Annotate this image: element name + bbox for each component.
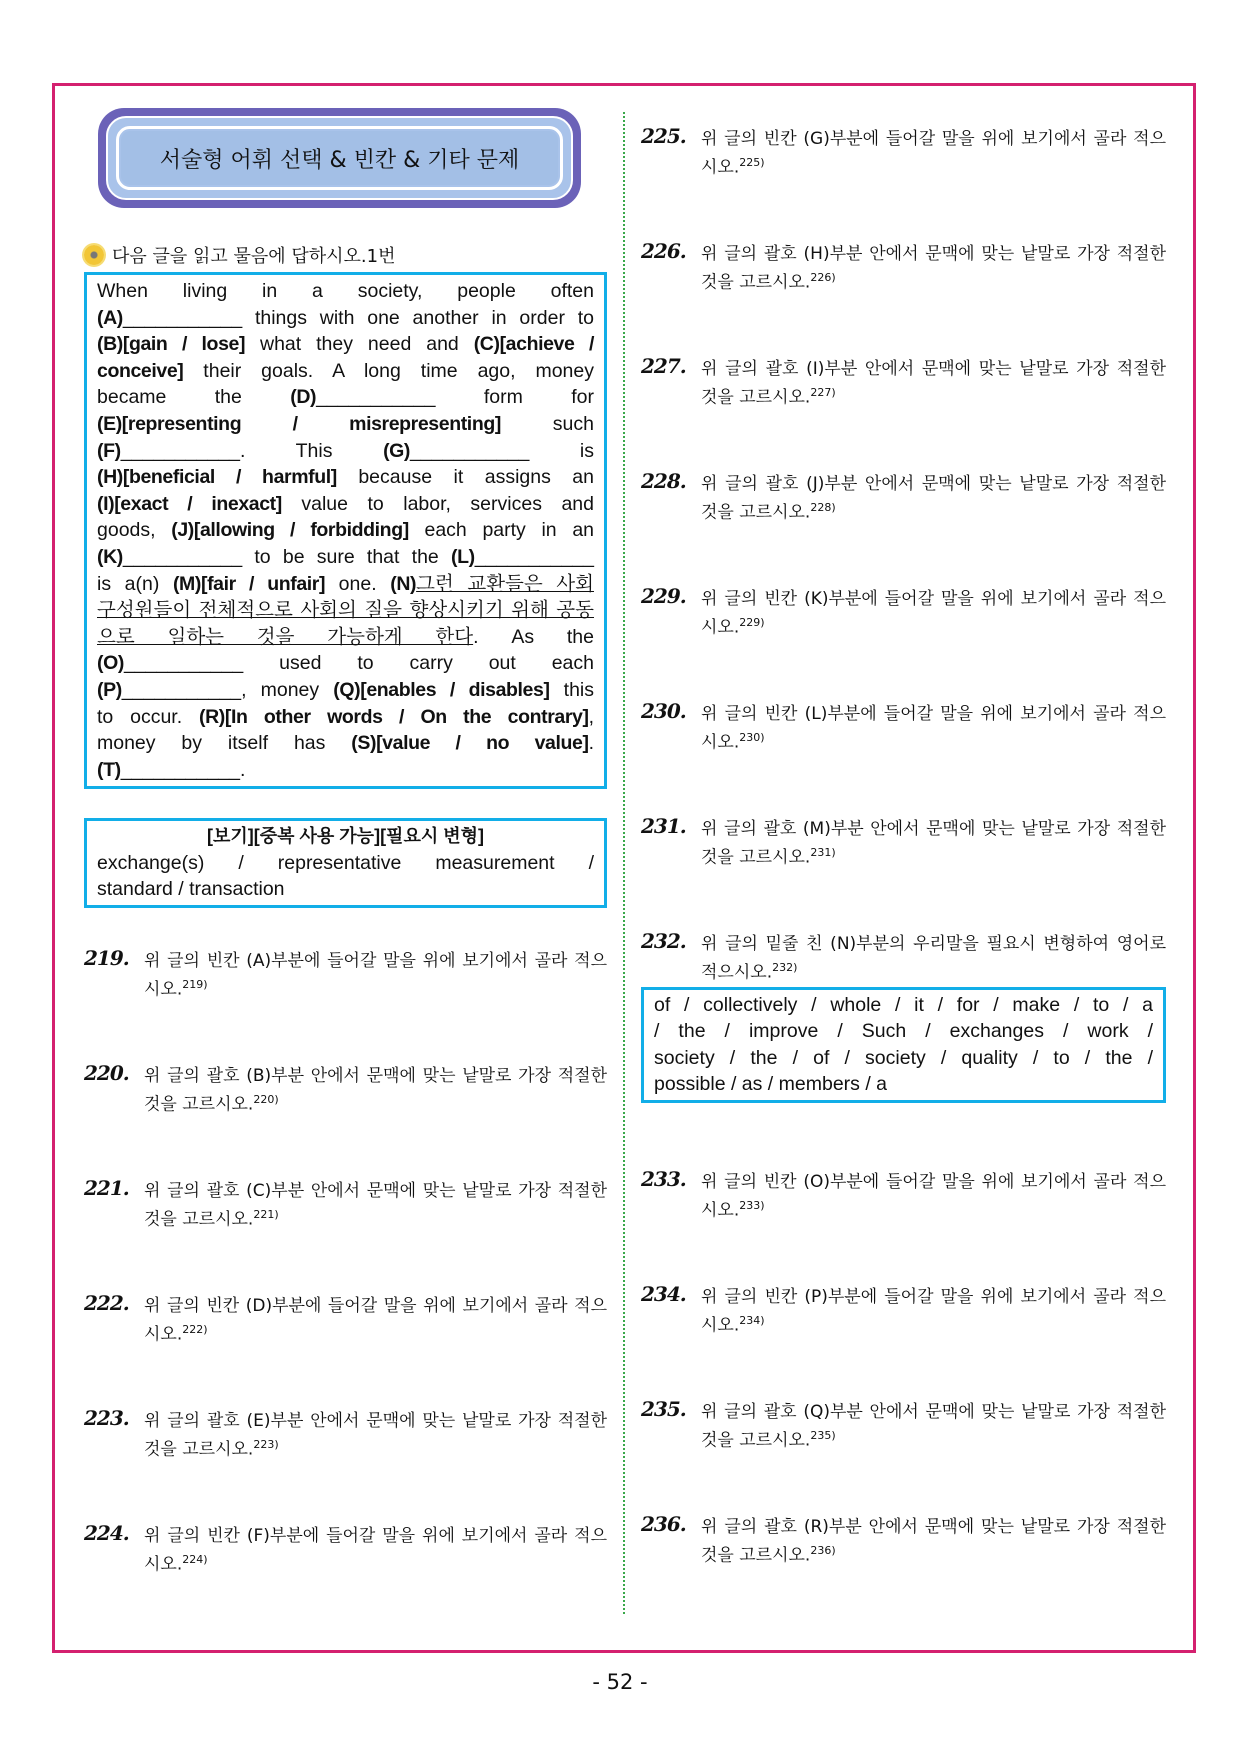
passage-choice: (A) bbox=[97, 306, 123, 329]
passage-choice: (H)[beneficial / harmful] bbox=[97, 466, 337, 489]
passage-text: ___________ to be sure that the bbox=[122, 545, 451, 568]
question-text: 위 글의 괄호 (H)부분 안에서 문맥에 맞는 낱말로 가장 적절한 것을 고르시오. bbox=[701, 244, 1166, 293]
passage-line bbox=[97, 730, 594, 757]
passage-line bbox=[97, 358, 594, 385]
question-item bbox=[84, 1176, 607, 1295]
passage-choice: (G) bbox=[383, 439, 411, 462]
question-item bbox=[641, 124, 1166, 243]
question-item bbox=[84, 1406, 607, 1525]
question-number: 220. bbox=[84, 1061, 129, 1086]
passage-line bbox=[97, 677, 594, 704]
word-bank-line: exchange(s) / representative measurement / bbox=[97, 851, 594, 874]
question-text: 위 글의 밑줄 친 (N)부분의 우리말을 필요시 변형하여 영어로 적으시오. bbox=[701, 934, 1166, 983]
question-text: 위 글의 괄호 (J)부분 안에서 문맥에 맞는 낱말로 가장 적절한 것을 고르시오. bbox=[701, 474, 1166, 523]
passage-line bbox=[97, 517, 594, 544]
footnote-ref: 236) bbox=[810, 1544, 836, 1558]
section-title: 서술형 어휘 선택 & 빈칸 & 기타 문제 bbox=[116, 126, 563, 190]
passage-text: ___________ bbox=[474, 545, 594, 568]
footnote-ref: 234) bbox=[739, 1314, 765, 1328]
passage-line bbox=[97, 278, 594, 305]
question-text: 위 글의 빈칸 (K)부분에 들어갈 말을 위에 보기에서 골라 적으시오. bbox=[701, 589, 1166, 638]
column-divider bbox=[623, 112, 625, 1614]
passage-line bbox=[97, 384, 594, 411]
footnote-ref: 227) bbox=[810, 386, 836, 399]
footnote-ref: 233) bbox=[739, 1199, 765, 1213]
scramble-line: possible / as / members / a bbox=[654, 1073, 888, 1096]
word-bank-header: [보기][중복 사용 가능][필요시 변형] bbox=[206, 826, 484, 847]
passage-text: money by itself has bbox=[97, 732, 352, 755]
footnote-ref: 230) bbox=[739, 731, 765, 744]
passage-text: . bbox=[588, 732, 594, 755]
passage-text: is a(n) bbox=[97, 572, 173, 595]
question-number: 232. bbox=[641, 929, 686, 953]
question-number: 235. bbox=[641, 1397, 686, 1422]
title-banner bbox=[98, 108, 581, 208]
passage-choice: (T) bbox=[97, 758, 121, 781]
passage-choice: (J)[allowing / forbidding] bbox=[171, 519, 409, 542]
question-item bbox=[84, 1291, 607, 1410]
question-text: 위 글의 빈칸 (L)부분에 들어갈 말을 위에 보기에서 골라 적으시오. bbox=[701, 704, 1166, 753]
passage-text: one. bbox=[325, 572, 391, 595]
passage-choice: (L) bbox=[451, 545, 475, 568]
passage-text: what they need and bbox=[245, 333, 474, 356]
passage-text: because it assigns an bbox=[336, 466, 594, 489]
footnote-ref: 228) bbox=[810, 501, 836, 514]
passage-choice: (I)[exact / inexact] bbox=[97, 492, 282, 515]
passage-choice: (P) bbox=[97, 678, 122, 701]
question-text: 위 글의 빈칸 (F)부분에 들어갈 말을 위에 보기에서 골라 적으시오. bbox=[144, 1526, 607, 1575]
left-column bbox=[84, 272, 607, 1640]
passage-line bbox=[97, 491, 594, 518]
passage-box bbox=[84, 272, 607, 789]
passage-text: ___________ is bbox=[410, 439, 594, 462]
word-scramble-box bbox=[641, 987, 1166, 1103]
question-number: 234. bbox=[641, 1282, 686, 1307]
word-bank-box bbox=[84, 818, 607, 908]
question-number: 225. bbox=[641, 124, 686, 148]
passage-text: each party in an bbox=[408, 519, 595, 542]
question-item bbox=[84, 1061, 607, 1180]
passage-line bbox=[97, 411, 594, 438]
question-item bbox=[641, 814, 1166, 933]
passage-line bbox=[97, 624, 594, 651]
question-item bbox=[641, 1512, 1166, 1631]
passage-text: to occur. bbox=[97, 705, 199, 728]
question-number: 230. bbox=[641, 699, 686, 723]
footnote-ref: 232) bbox=[772, 961, 798, 974]
question-item bbox=[641, 1282, 1166, 1401]
question-item bbox=[84, 1521, 607, 1640]
question-text: 위 글의 괄호 (R)부분 안에서 문맥에 맞는 낱말로 가장 적절한 것을 고르시오. bbox=[701, 1517, 1166, 1566]
passage-text: . As the bbox=[473, 625, 594, 648]
footnote-ref: 224) bbox=[182, 1553, 208, 1567]
passage-underlined: 그런 교환들은 사회 bbox=[416, 572, 594, 595]
scramble-line: of / collectively / whole / it / for / make / to / a bbox=[654, 993, 1153, 1016]
right-column bbox=[641, 124, 1166, 1631]
passage-line bbox=[97, 597, 594, 624]
passage-text: goods, bbox=[97, 519, 172, 542]
passage-text: became the bbox=[97, 386, 291, 409]
footnote-ref: 219) bbox=[182, 978, 208, 992]
question-item bbox=[641, 699, 1166, 818]
passage-text: ___________ used to carry out each bbox=[123, 652, 594, 675]
passage-text: ___________. bbox=[120, 758, 246, 781]
passage-line bbox=[97, 704, 594, 731]
passage-text: ___________ form for bbox=[316, 386, 594, 409]
passage-line bbox=[97, 650, 594, 677]
scramble-line: society / the / of / society / quality / to / the / bbox=[654, 1046, 1153, 1069]
passage-underlined: 구성원들이 전체적으로 사회의 질을 향상시키기 위해 공동 bbox=[97, 599, 594, 622]
question-text: 위 글의 빈칸 (P)부분에 들어갈 말을 위에 보기에서 골라 적으시오. bbox=[701, 1287, 1166, 1336]
passage-text: value to labor, services and bbox=[281, 492, 594, 515]
passage-line bbox=[97, 464, 594, 491]
question-text: 위 글의 빈칸 (D)부분에 들어갈 말을 위에 보기에서 골라 적으시오. bbox=[144, 1296, 607, 1345]
question-number: 233. bbox=[641, 1167, 686, 1192]
passage-line bbox=[97, 571, 594, 598]
passage-choice: conceive] bbox=[97, 359, 184, 382]
passage-line bbox=[97, 438, 594, 465]
passage-choice: (E)[representing / misrepresenting] bbox=[97, 412, 501, 435]
passage-text: ___________. This bbox=[120, 439, 384, 462]
question-text: 위 글의 빈칸 (O)부분에 들어갈 말을 위에 보기에서 골라 적으시오. bbox=[701, 1172, 1166, 1221]
question-item bbox=[641, 1167, 1166, 1286]
passage-line bbox=[97, 331, 594, 358]
passage-choice: (N) bbox=[390, 572, 417, 595]
question-text: 위 글의 괄호 (M)부분 안에서 문맥에 맞는 낱말로 가장 적절한 것을 고르시오. bbox=[701, 819, 1166, 868]
footnote-ref: 229) bbox=[739, 616, 765, 629]
passage-choice: (B)[gain / lose] bbox=[97, 333, 246, 356]
footnote-ref: 223) bbox=[253, 1438, 279, 1452]
passage-underlined: 으로 일하는 것을 가능하게 한다 bbox=[97, 625, 474, 648]
passage-text: , bbox=[588, 705, 595, 728]
question-text: 위 글의 빈칸 (A)부분에 들어갈 말을 위에 보기에서 골라 적으시오. bbox=[144, 951, 607, 1000]
question-item bbox=[641, 469, 1166, 588]
passage-text: this bbox=[549, 678, 595, 701]
question-text: 위 글의 괄호 (C)부분 안에서 문맥에 맞는 낱말로 가장 적절한 것을 고르시오. bbox=[144, 1181, 607, 1230]
footnote-ref: 226) bbox=[810, 271, 836, 284]
passage-choice: (K) bbox=[97, 545, 123, 568]
question-text: 위 글의 괄호 (E)부분 안에서 문맥에 맞는 낱말로 가장 적절한 것을 고르시오. bbox=[144, 1411, 607, 1460]
footnote-ref: 231) bbox=[810, 846, 836, 859]
footnote-ref: 222) bbox=[182, 1323, 208, 1337]
passage-line bbox=[97, 757, 594, 784]
passage-choice: (C)[achieve / bbox=[473, 333, 594, 356]
word-bank-line: standard / transaction bbox=[97, 878, 285, 901]
question-item bbox=[84, 946, 607, 1065]
question-text: 위 글의 괄호 (B)부분 안에서 문맥에 맞는 낱말로 가장 적절한 것을 고르시오. bbox=[144, 1066, 607, 1115]
question-number: 236. bbox=[641, 1512, 686, 1537]
question-item bbox=[641, 1397, 1166, 1516]
passage-choice: (S)[value / no value] bbox=[351, 732, 589, 755]
question-number: 221. bbox=[84, 1176, 129, 1201]
scramble-line: / the / improve / Such / exchanges / work / bbox=[654, 1020, 1153, 1043]
passage-choice: (M)[fair / unfair] bbox=[172, 572, 326, 595]
footnote-ref: 235) bbox=[810, 1429, 836, 1443]
question-number: 228. bbox=[641, 469, 686, 493]
footnote-ref: 221) bbox=[253, 1208, 279, 1222]
passage-choice: (D) bbox=[290, 386, 317, 409]
passage-line bbox=[97, 544, 594, 571]
page-number: - 52 - bbox=[592, 1670, 648, 1694]
question-number: 223. bbox=[84, 1406, 129, 1431]
question-number: 231. bbox=[641, 814, 686, 838]
passage-choice: (O) bbox=[97, 652, 124, 675]
footnote-ref: 220) bbox=[253, 1093, 279, 1107]
question-number: 226. bbox=[641, 239, 686, 263]
passage-text: ___________ things with one another in order to bbox=[122, 306, 594, 329]
question-item bbox=[641, 239, 1166, 358]
question-item bbox=[641, 929, 1166, 985]
question-text: 위 글의 빈칸 (G)부분에 들어갈 말을 위에 보기에서 골라 적으시오. bbox=[701, 129, 1166, 178]
question-item bbox=[641, 584, 1166, 703]
passage-text: ___________, money bbox=[121, 678, 334, 701]
passage-choice: (Q)[enables / disables] bbox=[333, 678, 550, 701]
question-item bbox=[641, 354, 1166, 473]
question-number: 227. bbox=[641, 354, 686, 378]
question-number: 224. bbox=[84, 1521, 129, 1546]
sun-bullet-icon bbox=[84, 245, 104, 265]
question-number: 229. bbox=[641, 584, 686, 608]
question-number: 222. bbox=[84, 1291, 129, 1316]
question-text: 위 글의 괄호 (I)부분 안에서 문맥에 맞는 낱말로 가장 적절한 것을 고르시오. bbox=[701, 359, 1166, 408]
question-text: 위 글의 괄호 (Q)부분 안에서 문맥에 맞는 낱말로 가장 적절한 것을 고르시오. bbox=[701, 1402, 1166, 1451]
passage-line bbox=[97, 305, 594, 332]
passage-choice: (R)[In other words / On the contrary] bbox=[198, 705, 589, 728]
instruction bbox=[84, 242, 396, 268]
passage-text: such bbox=[500, 412, 594, 435]
passage-text: their goals. A long time ago, money bbox=[183, 359, 594, 382]
question-number: 219. bbox=[84, 946, 129, 971]
instruction-text: 다음 글을 읽고 물음에 답하시오.1번 bbox=[112, 246, 396, 267]
passage-text: When living in a society, people often bbox=[97, 280, 594, 302]
footnote-ref: 225) bbox=[739, 156, 765, 169]
passage-choice: (F) bbox=[97, 439, 121, 462]
